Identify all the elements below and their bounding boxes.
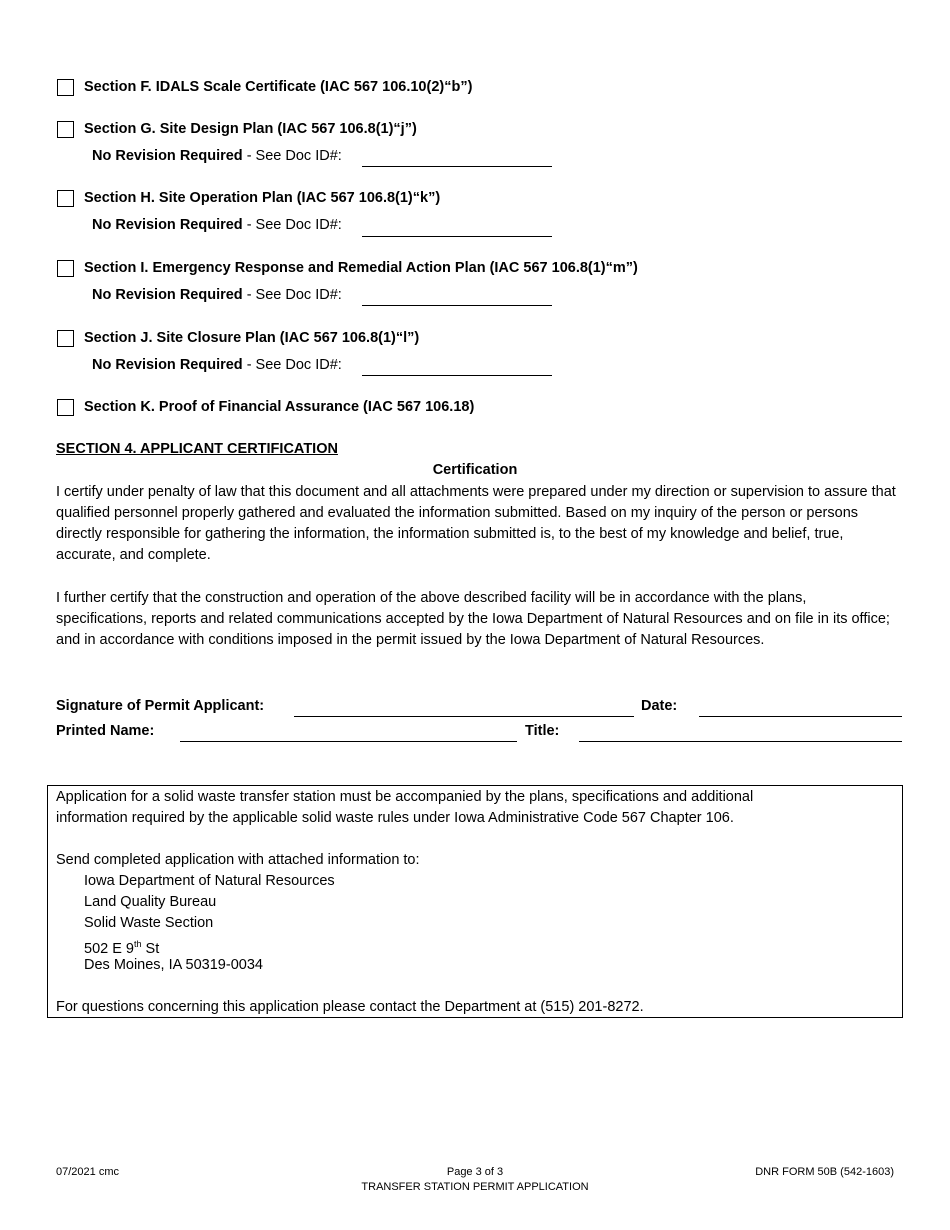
section-j-no-revision: No Revision Required - See Doc ID#:: [92, 357, 342, 373]
info-line-2: information required by the applicable solid waste rules under Iowa Administrative Code 567 Chapter 106.: [56, 810, 734, 826]
certification-paragraph-1: I certify under penalty of law that this document and all attachments were prepared under my direction or supervision to assure that qualified personnel properly gathered and evaluated the information submitted. Based on my inquiry of the person or persons directly responsible for gathering the information, the information submitted is, to the best of my knowledge and belief, true, accurate, and complete.: [56, 484, 896, 563]
date-field[interactable]: [699, 716, 902, 717]
section-f-checkbox[interactable]: [57, 79, 74, 96]
footer-date-code: 07/2021 cmc: [56, 1166, 119, 1178]
section-i-doc-id-field[interactable]: [362, 305, 552, 306]
send-to-text: Send completed application with attached information to:: [56, 852, 420, 868]
printed-name-label: Printed Name:: [56, 723, 155, 739]
info-line-1: Application for a solid waste transfer station must be accompanied by the plans, specifications and additional: [56, 789, 754, 805]
section-i-no-revision: No Revision Required - See Doc ID#:: [92, 287, 342, 303]
section-k-checkbox[interactable]: [57, 399, 74, 416]
contact-text: For questions concerning this application please contact the Department at (515) 201-8272.: [56, 999, 644, 1015]
section-g-no-revision: No Revision Required - See Doc ID#:: [92, 148, 342, 164]
address-line-3: Solid Waste Section: [84, 915, 214, 931]
title-label: Title:: [525, 723, 560, 739]
signature-label: Signature of Permit Applicant:: [56, 698, 265, 714]
signature-field[interactable]: [294, 716, 634, 717]
address-line-2: Land Quality Bureau: [84, 894, 217, 910]
section-g-title: Section G. Site Design Plan (IAC 567 106.8(1)“j”): [84, 121, 417, 137]
title-field[interactable]: [579, 741, 902, 742]
section-g-checkbox[interactable]: [57, 121, 74, 138]
section-k-title: Section K. Proof of Financial Assurance (IAC 567 106.18): [84, 399, 475, 415]
section-j-checkbox[interactable]: [57, 330, 74, 347]
section-i-title: Section I. Emergency Response and Remedial Action Plan (IAC 567 106.8(1)“m”): [84, 260, 638, 276]
section-j-doc-id-field[interactable]: [362, 375, 552, 376]
printed-name-field[interactable]: [180, 741, 517, 742]
certification-paragraph-2: I further certify that the construction and operation of the above described facility will be in accordance with the plans, specifications, reports and related communications accepted by the Iowa Department of Natural Resources and on file in its office; and in accordance with conditions imposed in the permit issued by the Iowa Department of Natural Resources.: [56, 590, 890, 648]
date-label: Date:: [641, 698, 678, 714]
section-h-title: Section H. Site Operation Plan (IAC 567 106.8(1)“k”): [84, 190, 441, 206]
address-line-4: 502 E 9th St: [84, 939, 160, 957]
section-g-doc-id-field[interactable]: [362, 166, 552, 167]
address-line-1: Iowa Department of Natural Resources: [84, 873, 335, 889]
section-i-checkbox[interactable]: [57, 260, 74, 277]
footer-form-title: TRANSFER STATION PERMIT APPLICATION: [361, 1181, 589, 1193]
section-j-title: Section J. Site Closure Plan (IAC 567 106.8(1)“l”): [84, 330, 420, 346]
section-h-no-revision: No Revision Required - See Doc ID#:: [92, 217, 342, 233]
submission-info-box: [47, 785, 903, 1018]
footer-page-number: Page 3 of 3: [446, 1166, 504, 1178]
address-line-5: Des Moines, IA 50319-0034: [84, 957, 263, 973]
certification-title: Certification: [432, 462, 518, 478]
section-h-doc-id-field[interactable]: [362, 236, 552, 237]
section-4-heading: SECTION 4. APPLICANT CERTIFICATION: [56, 441, 338, 457]
section-h-checkbox[interactable]: [57, 190, 74, 207]
section-f-title: Section F. IDALS Scale Certificate (IAC 567 106.10(2)“b”): [84, 79, 473, 95]
footer-form-number: DNR FORM 50B (542-1603): [755, 1166, 894, 1178]
